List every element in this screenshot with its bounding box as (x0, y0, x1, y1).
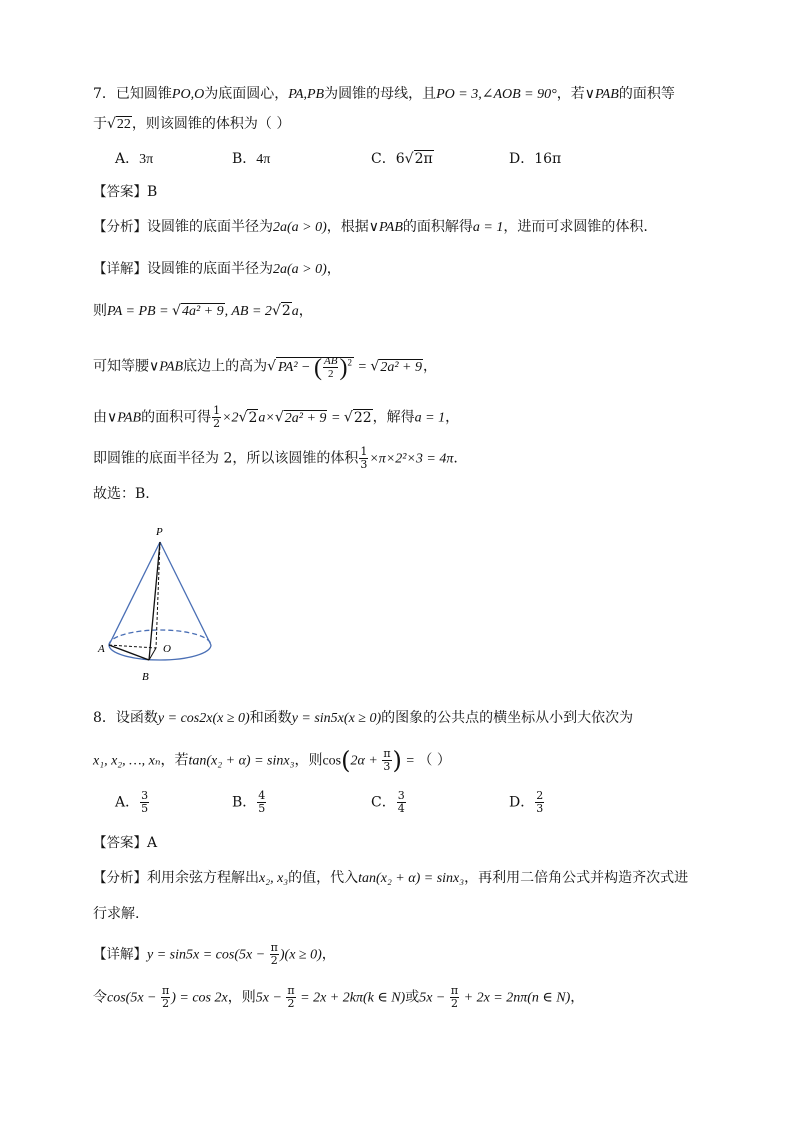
q8-answer: 【答案】A (93, 835, 158, 851)
q8-option-d: D． $\frac{2}{3}$ (509, 789, 544, 815)
q7-stem-line-1: 7．已知圆锥PO,O为底面圆心，PA,PB为圆锥的母线，且PO = 3,∠AOB = 90°，若∨PAB的面积等 (93, 86, 675, 102)
q7-stem-line-2: 于√22，则该圆锥的体积为（ ） (93, 116, 291, 132)
q7-step-2: 可知等腰∨PAB底边上的高为√ PA² − ( $\frac{AB}{2}$ )$^2$ = √2a² + 9， (93, 354, 437, 381)
q7-analysis: 【分析】设圆锥的底面半径为2a(a > 0)，根据∨PAB的面积解得a = 1，进而可求圆锥的体积. (93, 219, 648, 235)
q8-option-a: A． $\frac{3}{5}$ (115, 789, 149, 815)
q8-analysis-line-1: 【分析】利用余弦方程解出x₂, x₃的值，代入tan(x₂ + α) = sinx₃，再利用二倍角公式并构造齐次式进 (93, 870, 689, 886)
detail-tag: 【详解】 (93, 261, 147, 277)
q8-stem-line-2: x₁, x₂, …, xₙ，若tan(x₂ + α) = sinx₃，则cos(2α + $\frac{\pi}{3}$ ) = （ ） (93, 746, 451, 775)
q7-option-a: A．3π (115, 151, 154, 167)
q7-option-b: B．4π (232, 151, 271, 167)
q7-choose: 故选：B. (93, 486, 150, 502)
q8-option-c: C． $\frac{3}{4}$ (371, 789, 405, 815)
label-b: B (142, 671, 149, 683)
q8-detail-line-1: 【详解】y = sin5x = cos(5x − $\frac{\pi}{2}$ )(x ≥ 0)， (93, 941, 336, 967)
answer-tag: 【答案】 (93, 835, 147, 851)
q7-option-d: D．16π (509, 151, 562, 167)
q7-number: 7． (93, 86, 116, 102)
q7-step-4: 即圆锥的底面半径为 2，所以该圆锥的体积 $\frac{1}{3}$ ×π×2²×3 = 4π. (93, 445, 458, 471)
cone-slant-right (160, 542, 211, 645)
cone-base-back (109, 630, 211, 645)
label-o: O (163, 643, 171, 655)
q8-number: 8． (93, 710, 116, 726)
q7-step-3: 由∨PAB的面积可得 $\frac{1}{2}$ ×2√2a×√2a² + 9 = √22，解得a = 1， (93, 404, 460, 430)
q8-detail-line-2: 令cos(5x − $\frac{\pi}{2}$ ) = cos 2x，则5x − $\frac{\pi}{2}$ = 2x + 2kπ(k ∈ N)或5x − $\frac{\pi}{2}$ + 2x = 2nπ(n ∈ N)， (93, 984, 585, 1010)
cone-base-front (109, 645, 211, 660)
analysis-tag: 【分析】 (93, 870, 147, 886)
q8-option-b: B． $\frac{4}{5}$ (232, 789, 266, 815)
answer-tag: 【答案】 (93, 184, 147, 200)
q8-stem-line-1: 8．设函数y = cos2x(x ≥ 0)和函数y = sin5x(x ≥ 0)的图象的公共点的横坐标从小到大依次为 (93, 710, 634, 726)
q7-step-1: 则PA = PB = √4a² + 9, AB = 2√2a， (93, 303, 313, 319)
q7-detail-header: 【详解】设圆锥的底面半径为2a(a > 0)， (93, 261, 341, 277)
q7-option-c: C．6√2π (371, 151, 433, 167)
cone-figure (92, 518, 222, 688)
detail-tag: 【详解】 (93, 946, 147, 963)
analysis-tag: 【分析】 (93, 219, 147, 235)
label-a: A (98, 643, 105, 655)
q7-answer: 【答案】B (93, 184, 158, 200)
q8-analysis-line-2: 行求解. (93, 906, 140, 922)
label-p: P (156, 526, 163, 538)
